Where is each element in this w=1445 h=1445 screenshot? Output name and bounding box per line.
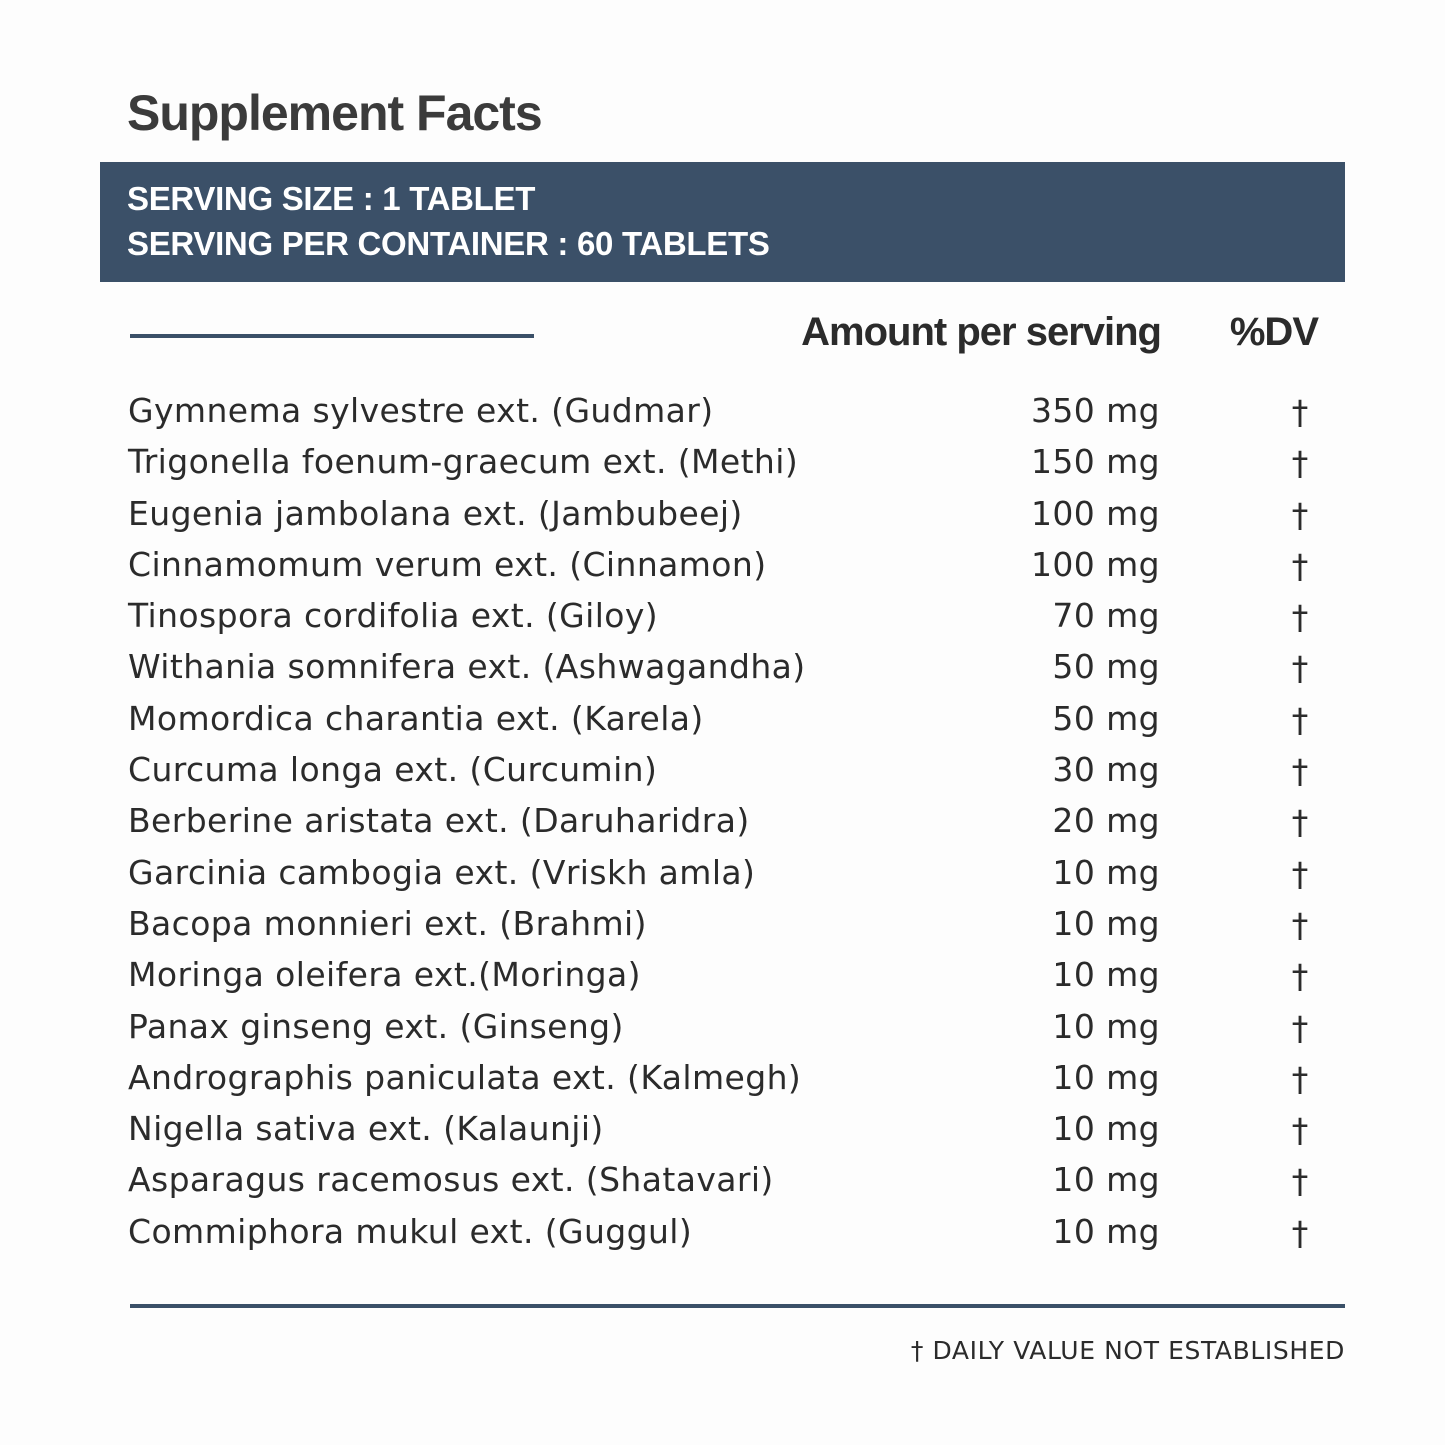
ingredient-row [0,1001,1445,1052]
ingredient-amount: 10 mg [1052,1211,1160,1251]
dagger-symbol: † [1291,649,1309,689]
ingredient-row [0,436,1445,487]
ingredient-name: Curcuma longa ext. (Curcumin) [128,750,658,790]
dagger-symbol: † [1291,1059,1309,1099]
ingredient-amount: 150 mg [1031,442,1160,482]
ingredient-amount: 350 mg [1031,391,1160,430]
ingredient-amount: 20 mg [1052,801,1160,841]
servings-per-container: SERVING PER CONTAINER : 60 TABLETS [127,225,770,262]
ingredient-name: Panax ginseng ext. (Ginseng) [128,1006,624,1046]
ingredient-amount: 10 mg [1052,1006,1160,1046]
ingredient-name: Eugenia jambolana ext. (Jambubeej) [128,493,743,533]
ingredient-name: Commiphora mukul ext. (Guggul) [128,1211,693,1251]
ingredient-amount: 50 mg [1052,698,1160,738]
ingredient-name: Momordica charantia ext. (Karela) [128,698,704,738]
ingredient-row [0,1154,1445,1205]
dagger-symbol: † [1291,1008,1309,1048]
ingredient-amount: 10 mg [1052,1057,1160,1097]
ingredient-row [0,693,1445,744]
amount-column-header: Amount per serving [801,310,1161,354]
ingredient-name: Gymnema sylvestre ext. (Gudmar) [128,391,714,430]
ingredient-name: Withania somnifera ext. (Ashwagandha) [128,647,806,687]
ingredient-amount: 10 mg [1052,1160,1160,1200]
dagger-symbol: † [1291,546,1309,586]
header-divider [130,334,534,338]
dagger-symbol: † [1291,444,1309,484]
ingredient-amount: 70 mg [1052,596,1160,636]
ingredient-amount: 100 mg [1031,493,1160,533]
ingredient-name: Moringa oleifera ext.(Moringa) [128,955,641,995]
serving-size: SERVING SIZE : 1 TABLET [127,180,536,217]
ingredient-row [0,385,1445,436]
ingredient-row [0,744,1445,795]
ingredient-row [0,847,1445,898]
serving-info-band [100,162,1345,282]
dagger-symbol: † [1291,1111,1309,1151]
ingredient-name: Andrographis paniculata ext. (Kalmegh) [128,1057,802,1097]
dagger-symbol: † [1291,957,1309,997]
ingredient-row [0,795,1445,846]
ingredient-row [0,949,1445,1000]
ingredient-amount: 10 mg [1052,903,1160,943]
ingredient-name: Garcinia cambogia ext. (Vriskh amla) [128,852,756,892]
page-title: Supplement Facts [127,85,542,141]
footer-divider [130,1304,1345,1308]
ingredient-amount: 100 mg [1031,544,1160,584]
dagger-symbol: † [1291,905,1309,945]
ingredient-row [0,539,1445,590]
ingredient-name: Tinospora cordifolia ext. (Giloy) [128,596,659,636]
ingredient-amount: 30 mg [1052,750,1160,790]
ingredient-name: Berberine aristata ext. (Daruharidra) [128,801,750,841]
ingredient-row [0,590,1445,641]
dv-column-header: %DV [1229,310,1318,354]
dagger-symbol: † [1291,495,1309,535]
ingredient-row [0,1206,1445,1257]
ingredient-row [0,1103,1445,1154]
dagger-symbol: † [1291,752,1309,792]
dagger-symbol: † [1291,598,1309,638]
ingredient-amount: 10 mg [1052,1109,1160,1149]
ingredient-name: Bacopa monnieri ext. (Brahmi) [128,903,647,943]
ingredient-amount: 10 mg [1052,852,1160,892]
dagger-symbol: † [1291,1162,1309,1202]
ingredient-amount: 10 mg [1052,955,1160,995]
dagger-symbol: † [1291,700,1309,740]
ingredient-name: Asparagus racemosus ext. (Shatavari) [128,1160,774,1200]
daily-value-footnote: † DAILY VALUE NOT ESTABLISHED [910,1336,1345,1365]
ingredient-amount: 50 mg [1052,647,1160,687]
ingredient-row [0,1052,1445,1103]
ingredient-row [0,641,1445,692]
ingredient-row [0,898,1445,949]
ingredient-name: Nigella sativa ext. (Kalaunji) [128,1109,604,1149]
dagger-symbol: † [1291,854,1309,894]
ingredient-name: Trigonella foenum-graecum ext. (Methi) [128,442,799,482]
ingredient-row [0,488,1445,539]
dagger-symbol: † [1291,803,1309,843]
ingredient-name: Cinnamomum verum ext. (Cinnamon) [128,544,767,584]
ingredient-list [0,385,1445,1257]
dagger-symbol: † [1291,393,1309,432]
dagger-symbol: † [1291,1213,1309,1253]
